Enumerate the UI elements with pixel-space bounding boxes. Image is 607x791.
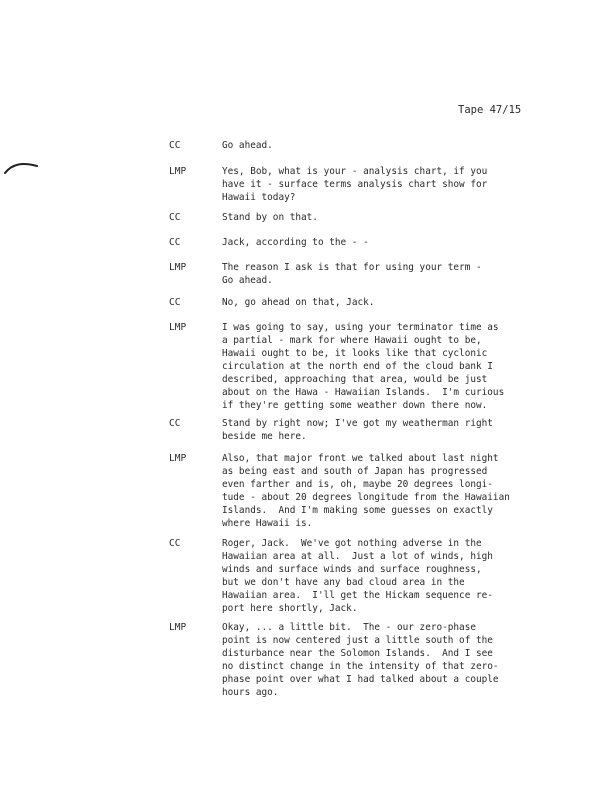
dialogue-line: Roger, Jack. We've got nothing adverse in the	[222, 538, 482, 549]
dialogue-line: Go ahead.	[222, 275, 273, 286]
dialogue-line: Islands. And I'm making some guesses on exactly	[222, 505, 493, 516]
dialogue-line: Also, that major front we talked about last night	[222, 453, 499, 464]
dialogue-line: about on the Hawa - Hawaiian Islands. I'm curious	[222, 387, 505, 398]
dialogue-line: phase point over what I had talked about a couple	[222, 674, 499, 685]
dialogue-line: Go ahead.	[222, 140, 273, 151]
tape-label: Tape 47/15	[458, 104, 522, 116]
dialogue-line: Hawaiian area at all. Just a lot of winds, high	[222, 551, 493, 562]
dialogue-line: Jack, according to the - -	[222, 237, 369, 248]
dialogue-line: winds and surface winds and surface roughness,	[222, 564, 482, 575]
dialogue-line: a partial - mark for where Hawaii ought to be,	[222, 335, 482, 346]
dialogue-line: Hawaiian area. I'll get the Hickam sequence re-	[222, 590, 493, 601]
dialogue-line: Hawaii today?	[222, 192, 296, 203]
speaker-label: LMP	[169, 262, 187, 273]
speaker-label: CC	[169, 237, 181, 248]
speaker-label: CC	[169, 538, 181, 549]
speaker-label: LMP	[169, 322, 187, 333]
dialogue-line: even farther and is, oh, maybe 20 degrees longi-	[222, 479, 493, 490]
dialogue-line: No, go ahead on that, Jack.	[222, 297, 375, 308]
speaker-label: LMP	[169, 453, 187, 464]
dialogue-line: have it - surface terms analysis chart show for	[222, 179, 488, 190]
dialogue-line: described, approaching that area, would be just	[222, 374, 488, 385]
speaker-label: CC	[169, 140, 181, 151]
speaker-label: CC	[169, 297, 181, 308]
dialogue-line: Hawaii ought to be, it looks like that cyclonic	[222, 348, 488, 359]
dialogue-line: port here shortly, Jack.	[222, 603, 358, 614]
dialogue-line: circulation at the north end of the cloud bank I	[222, 361, 493, 372]
dialogue-line: where Hawaii is.	[222, 518, 313, 529]
dialogue-line: if they're getting some weather down there now.	[222, 400, 488, 411]
dialogue-line: hours ago.	[222, 687, 279, 698]
speaker-label: CC	[169, 418, 181, 429]
speaker-label: LMP	[169, 622, 187, 633]
dialogue-line: as being east and south of Japan has progressed	[222, 466, 488, 477]
dialogue-line: tude - about 20 degrees longitude from the Hawaiian	[222, 492, 510, 503]
dialogue-line: point is now centered just a little south of the	[222, 635, 493, 646]
dialogue-line: Okay, ... a little bit. The - our zero-phase	[222, 622, 476, 633]
dialogue-line: Yes, Bob, what is your - analysis chart, if you	[222, 166, 488, 177]
dialogue-line: Stand by right now; I've got my weatherman right	[222, 418, 493, 429]
dialogue-line: but we don't have any bad cloud area in the	[222, 577, 465, 588]
speaker-label: CC	[169, 212, 181, 223]
dialogue-line: disturbance near the Solomon Islands. And I see	[222, 648, 493, 659]
dialogue-line: no distinct change in the intensity of that zero-	[222, 661, 499, 672]
margin-pen-mark	[4, 160, 38, 180]
dialogue-line: Stand by on that.	[222, 212, 318, 223]
dialogue-line: beside me here.	[222, 431, 307, 442]
speaker-label: LMP	[169, 166, 187, 177]
dialogue-line: I was going to say, using your terminator time as	[222, 322, 499, 333]
dialogue-line: The reason I ask is that for using your term -	[222, 262, 482, 273]
